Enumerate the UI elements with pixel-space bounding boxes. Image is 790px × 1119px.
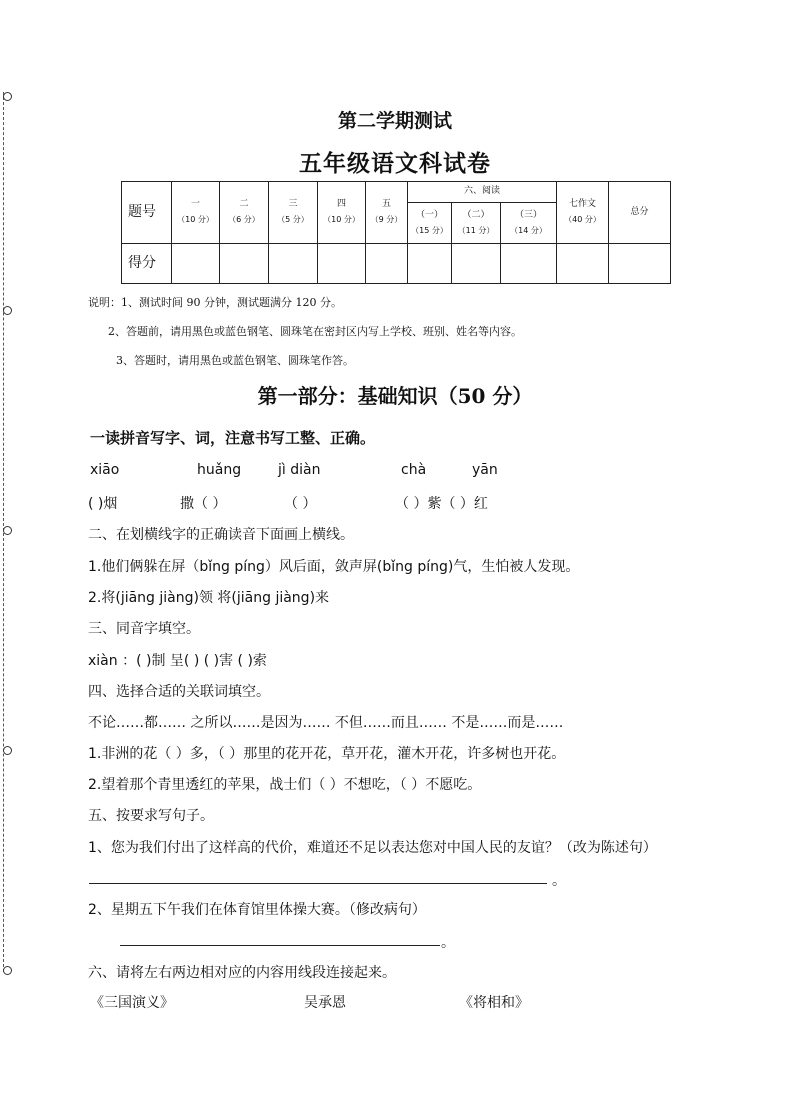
binding-hole-icon — [3, 746, 12, 755]
col-points: （6 分） — [228, 215, 260, 225]
answer-line-2-end: 。 — [441, 935, 455, 951]
question-2-line-1: 1.他们俩躲在屏（bǐng píng）风后面，敛声屏(bǐng píng)气，生怕被人发现。 — [88, 559, 580, 575]
note-line-1: 说明：1、测试时间 90 分钟，测试题满分 120 分。 — [88, 296, 342, 309]
pinyin-1: xiāo — [90, 462, 120, 478]
question-4-options: 不论……都…… 之所以……是因为…… 不但……而且…… 不是……而是…… — [88, 715, 564, 731]
score-cell[interactable] — [408, 244, 452, 284]
score-cell[interactable] — [366, 244, 408, 284]
pinyin-5: yān — [472, 462, 498, 478]
question-4-line-2[interactable]: 2.望着那个青里透红的苹果，战士们（ ）不想吃，（ ）不愿吃。 — [88, 777, 482, 793]
binding-dashed-line — [3, 92, 4, 972]
question-5-title: 五、按要求写句子。 — [88, 808, 214, 824]
question-2-line-2: 2.将(jiāng jiàng)领 将(jiāng jiàng)来 — [88, 590, 330, 606]
score-cell[interactable] — [609, 244, 671, 284]
binding-hole-icon — [3, 92, 12, 101]
binding-hole-icon — [3, 966, 12, 975]
question-5-item-2: 2、星期五下午我们在体育馆里体操大赛。（修改病句） — [88, 902, 426, 918]
question-5-item-1: 1、您为我们付出了这样高的代价，难道还不足以表达您对中国人民的友谊？（改为陈述句） — [88, 840, 657, 856]
score-cell[interactable] — [501, 244, 557, 284]
col-points: （40 分） — [564, 215, 601, 225]
score-col-total: 总分 — [609, 182, 671, 244]
col-points: （14 分） — [510, 225, 547, 235]
pinyin-2: huǎng — [197, 462, 242, 478]
col-name: 七作文 — [569, 199, 597, 210]
score-row-label-questions: 题号 — [122, 182, 172, 244]
col-name: 五 — [381, 199, 391, 210]
col-points: （11 分） — [457, 225, 495, 235]
score-cell[interactable] — [557, 244, 609, 284]
question-2-title: 二、在划横线字的正确读音下面画上横线。 — [88, 527, 354, 543]
answer-blank-4[interactable]: （ ）紫（ ）红 — [395, 496, 488, 512]
score-col-4 — [318, 182, 366, 244]
col-name: 二 — [239, 199, 249, 210]
col-name: （一） — [415, 209, 443, 220]
binding-hole-icon — [3, 526, 12, 535]
col-points: （15 分） — [411, 225, 448, 235]
question-4-title: 四、选择合适的关联词填空。 — [88, 684, 270, 700]
score-table — [121, 181, 671, 284]
question-3-line[interactable]: xiàn ：( )制 呈( ) ( )害 ( )索 — [88, 653, 267, 669]
answer-blank-3[interactable]: （ ） — [284, 496, 317, 512]
score-cell[interactable] — [220, 244, 269, 284]
match-right-item[interactable]: 《将相和》 — [459, 995, 529, 1011]
answer-line-2[interactable] — [120, 945, 440, 946]
pinyin-3: jì diàn — [278, 462, 321, 478]
score-col-composition — [557, 182, 609, 244]
col-name: （三） — [515, 209, 543, 220]
col-points: （10 分） — [177, 215, 214, 225]
note-line-3: 3、答题时，请用黑色或蓝色钢笔、圆珠笔作答。 — [116, 354, 354, 367]
answer-blank-2[interactable]: 撒（ ） — [180, 496, 227, 512]
question-3-title: 三、同音字填空。 — [88, 621, 200, 637]
col-name: （二） — [462, 209, 490, 220]
match-left-item[interactable]: 《三国演义》 — [90, 995, 174, 1011]
question-4-line-1[interactable]: 1.非洲的花（ ）多，（ ）那里的花开花，草开花，灌木开花，许多树也开花。 — [88, 746, 566, 762]
note-line-2: 2、答题前，请用黑色或蓝色钢笔、圆珠笔在密封区内写上学校、班别、姓名等内容。 — [108, 325, 522, 338]
score-col-reading: 六、阅读 — [408, 182, 557, 203]
answer-line-1[interactable] — [89, 883, 547, 884]
score-cell[interactable] — [269, 244, 318, 284]
score-col-5 — [366, 182, 408, 244]
col-points: （10 分） — [323, 215, 360, 225]
pinyin-4: chà — [401, 462, 427, 478]
score-col-2 — [220, 182, 269, 244]
col-name: 四 — [336, 199, 346, 210]
question-1-title: 一读拼音写字、词，注意书写工整、正确。 — [90, 429, 376, 447]
score-col-reading-2 — [452, 203, 501, 244]
exam-subtitle: 第二学期测试 — [337, 110, 452, 132]
col-points: （5 分） — [277, 215, 309, 225]
score-col-1 — [172, 182, 220, 244]
answer-line-1-end: 。 — [552, 873, 566, 889]
score-cell[interactable] — [172, 244, 220, 284]
col-name: 一 — [190, 199, 200, 210]
col-points: （9 分） — [370, 215, 403, 225]
score-col-3 — [269, 182, 318, 244]
score-col-reading-3 — [501, 203, 557, 244]
score-col-reading-1 — [408, 203, 452, 244]
binding-hole-icon — [3, 306, 12, 315]
score-cell[interactable] — [452, 244, 501, 284]
question-6-title: 六、请将左右两边相对应的内容用线段连接起来。 — [88, 965, 396, 981]
score-cell[interactable] — [318, 244, 366, 284]
part-one-title: 第一部分：基础知识（50 分） — [257, 384, 533, 408]
score-row-label-score: 得分 — [122, 244, 172, 284]
answer-blank-1[interactable]: ( )烟 — [88, 496, 118, 512]
exam-title: 五年级语文科试卷 — [299, 150, 491, 177]
col-name: 三 — [288, 199, 298, 210]
match-middle-item[interactable]: 吴承恩 — [304, 995, 346, 1011]
